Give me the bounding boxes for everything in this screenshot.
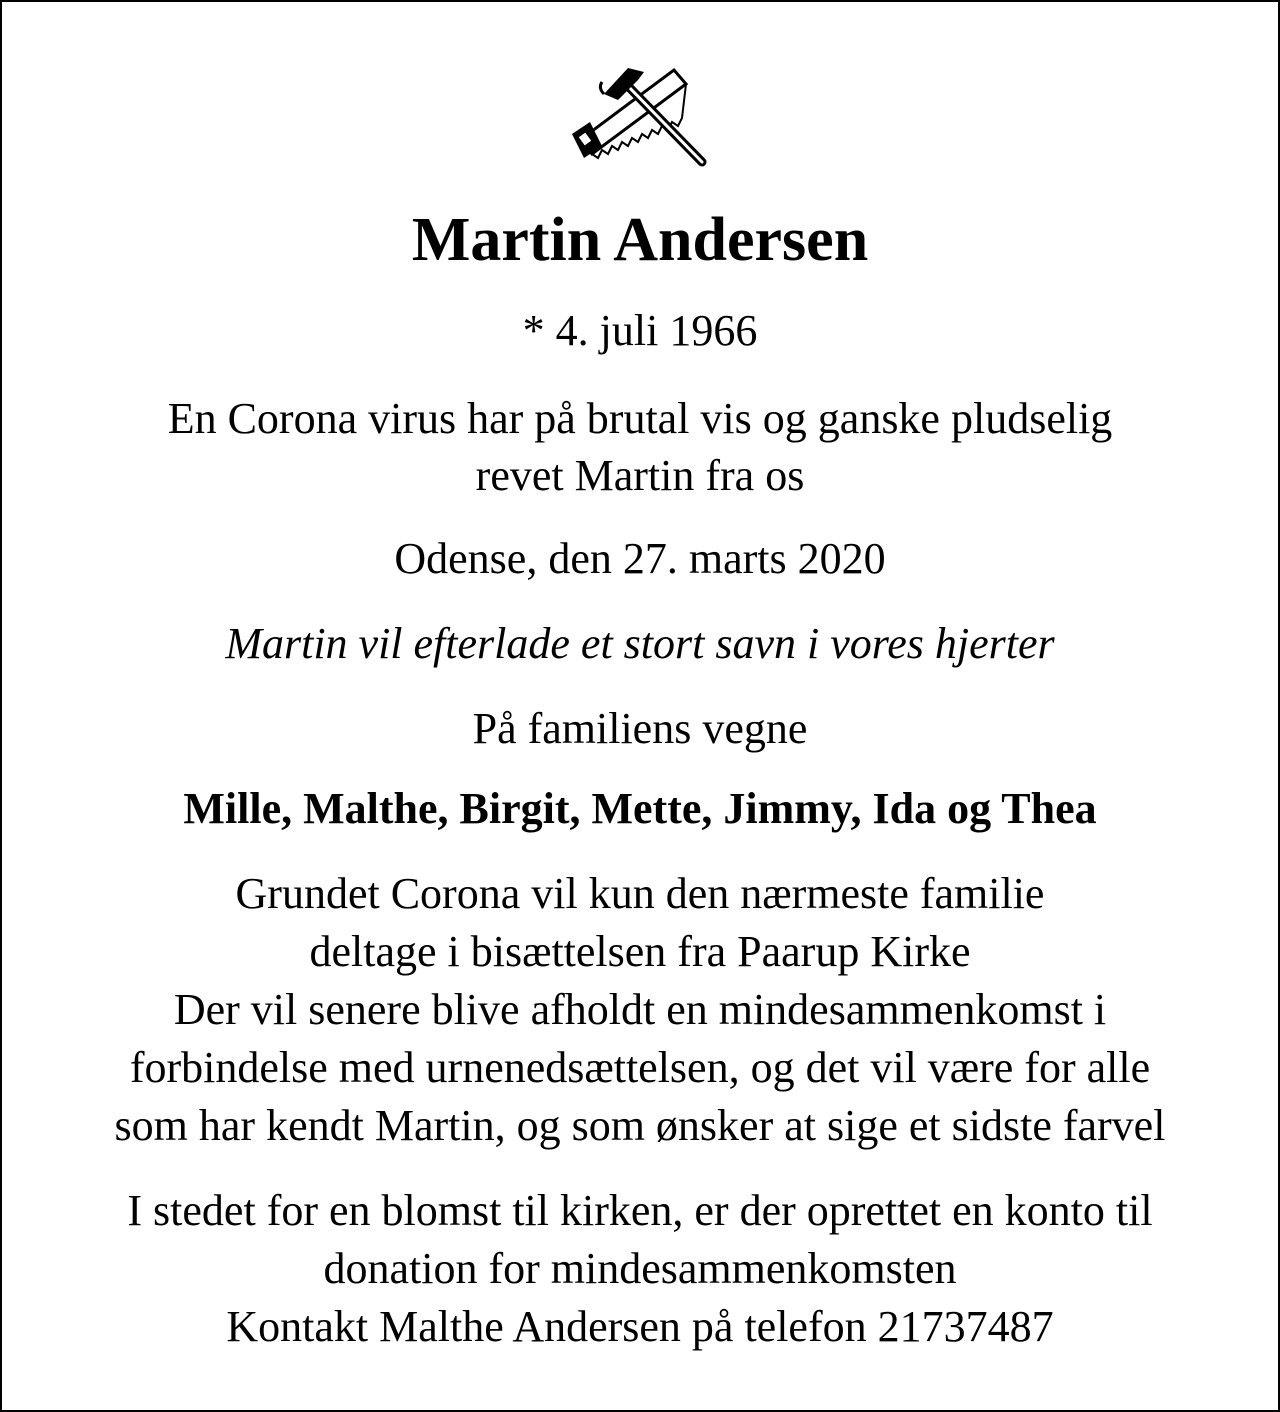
family-names: Mille, Malthe, Birgit, Mette, Jimmy, Ida og Thea: [183, 784, 1097, 833]
birth-date: * 4. juli 1966: [522, 306, 758, 355]
deceased-name: Martin Andersen: [411, 206, 869, 274]
donation-info-line: I stedet for en blomst til kirken, er der oprettet en konto til: [127, 1186, 1153, 1235]
memorial-quote: Martin vil efterlade et stort savn i vores hjerter: [225, 619, 1055, 668]
funeral-info-line: som har kendt Martin, og som ønsker at sige et sidste farvel: [114, 1101, 1166, 1150]
hammer-and-saw-icon: [568, 60, 714, 172]
announcement-line: En Corona virus har på brutal vis og ganske pludselig: [167, 394, 1113, 443]
funeral-info-line: forbindelse med urnenedsættelsen, og det vil være for alle: [129, 1043, 1151, 1092]
contact-phone-line: Kontakt Malthe Andersen på telefon 21737487: [226, 1302, 1054, 1351]
announcement-line: revet Martin fra os: [475, 451, 805, 500]
funeral-info-line: deltage i bisættelsen fra Paarup Kirke: [309, 927, 971, 976]
donation-info-line: donation for mindesammenkomsten: [323, 1244, 957, 1293]
on-behalf-line: På familiens vegne: [472, 704, 808, 753]
place-date: Odense, den 27. marts 2020: [394, 534, 886, 583]
funeral-info-line: Grundet Corona vil kun den nærmeste familie: [235, 869, 1045, 918]
funeral-info-line: Der vil senere blive afholdt en mindesammenkomst i: [173, 985, 1107, 1034]
